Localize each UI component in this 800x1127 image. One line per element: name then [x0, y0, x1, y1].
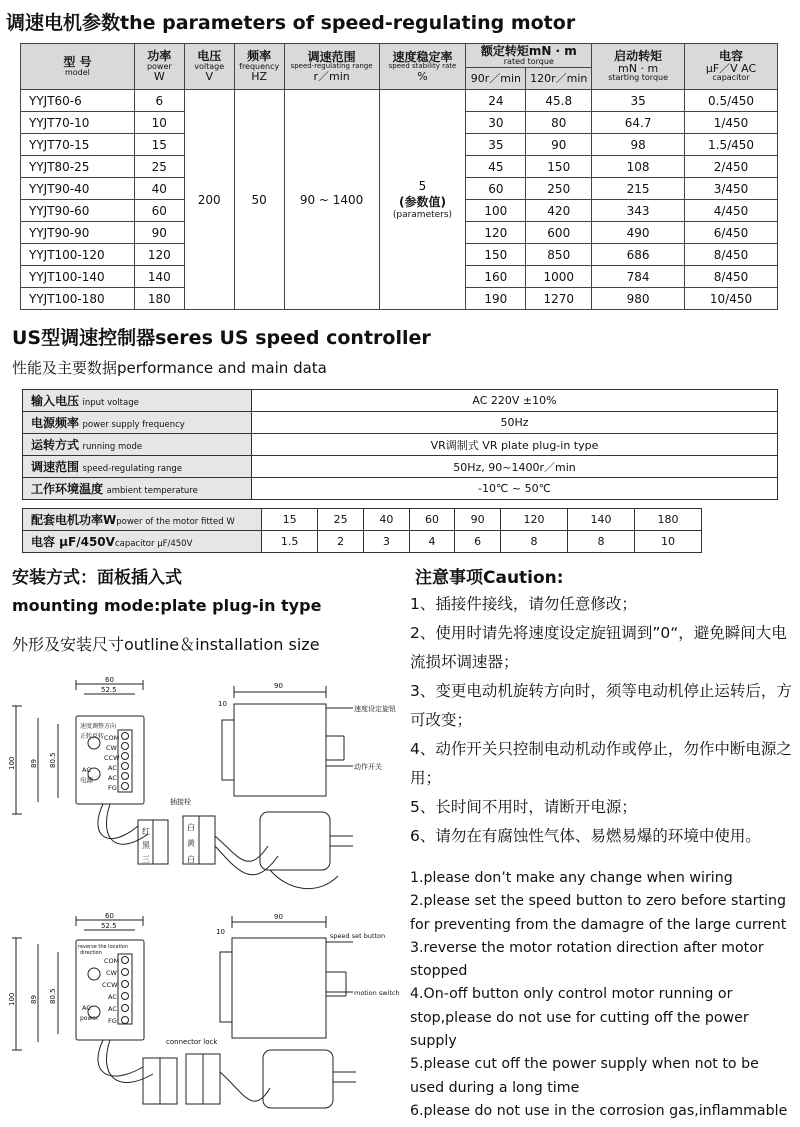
cell-power: 40: [134, 178, 184, 200]
cell-torque-120: 80: [526, 112, 592, 134]
spec-value: AC 220V ±10%: [252, 390, 778, 412]
header-stability: 速度稳定率 speed stability rate %: [379, 44, 466, 90]
cell-power: 6: [134, 90, 184, 112]
spec-row: [23, 434, 778, 456]
cell-power: 15: [134, 134, 184, 156]
installation-drawing-bottom: [8, 912, 406, 1124]
port-fg-b: FG: [108, 1017, 117, 1025]
cell-power: 25: [134, 156, 184, 178]
left-ac-b: AC: [82, 1004, 91, 1012]
caution-item-en: 6.please do not use in the corrosion gas,inflammable: [410, 1102, 788, 1119]
caution-item: 4、动作开关只控制电动机动作或停止，勿作中断电源之用；: [410, 740, 792, 787]
dim-60-b: 60: [105, 912, 114, 920]
port-ac2: AC: [108, 774, 117, 782]
svg-text:黄: 黄: [187, 839, 195, 848]
header-frequency: 频率 frequency HZ: [234, 44, 284, 90]
label-switch: 动作开关: [354, 763, 382, 771]
fit-power-row: 配套电机功率Wpower of the motor fitted W 15 25 40 60 90 120 140 180: [23, 509, 702, 531]
caution-item-en: 4.On-off button only control motor running or stop,please do not use for cutting off the power supply: [410, 986, 749, 1050]
installation-drawing-top: [8, 676, 406, 906]
cell-start-torque: 35: [592, 90, 685, 112]
header-model: 型 号 model: [21, 44, 135, 90]
svg-text:白: 白: [187, 855, 195, 864]
cell-torque-120: 1000: [526, 266, 592, 288]
spec-value: -10℃ ~ 50℃: [252, 478, 778, 500]
header-torque-90: 90r／min: [466, 68, 526, 90]
cell-start-torque: 343: [592, 200, 685, 222]
cell-voltage: 200: [184, 90, 234, 310]
cell-capacitor: 8/450: [685, 244, 778, 266]
spec-label: 调速范围 speed-regulating range: [23, 456, 252, 478]
caution-item-en: 5.please cut off the power supply when not to be used during a long time: [410, 1056, 759, 1096]
port-ccw-b: CCW: [102, 981, 118, 989]
panel-text-2-b: direction: [80, 950, 102, 956]
spec-value: 50Hz, 90~1400r／min: [252, 456, 778, 478]
controller-specs-table: [22, 389, 778, 500]
left-power: 电源: [80, 776, 93, 784]
cell-model: YYJT70-15: [21, 134, 135, 156]
header-voltage: 电压 voltage V: [184, 44, 234, 90]
cell-stability: 5 (参数值) (parameters): [379, 90, 466, 310]
caution-item: 5、长时间不用时，请断开电源；: [410, 798, 637, 816]
port-fg: FG: [108, 784, 117, 792]
cell-power: 140: [134, 266, 184, 288]
cell-torque-120: 250: [526, 178, 592, 200]
cell-torque-90: 160: [466, 266, 526, 288]
cell-capacitor: 4/450: [685, 200, 778, 222]
dim-10-b: 10: [216, 928, 225, 936]
outline-label: 外形及安装尺寸outline＆installation size: [12, 635, 320, 654]
label-knob-b: speed set button: [330, 932, 386, 940]
port-ac1-b: AC: [108, 993, 117, 1001]
header-torque-120: 120r／min: [526, 68, 592, 90]
cell-capacitor: 6/450: [685, 222, 778, 244]
dim-89: 89: [30, 759, 38, 768]
motor-params-title: 调速电机参数the parameters of speed-regulating motor: [6, 12, 576, 34]
caution-list-en: [410, 867, 792, 1123]
cell-model: YYJT100-120: [21, 244, 135, 266]
label-plug-b: connector lock: [166, 1038, 218, 1046]
spec-row: [23, 478, 778, 500]
cell-torque-120: 90: [526, 134, 592, 156]
cell-model: YYJT80-25: [21, 156, 135, 178]
cell-power: 90: [134, 222, 184, 244]
cell-torque-120: 420: [526, 200, 592, 222]
caution-item: 2、使用时请先将速度设定旋钮调到”0“，避免瞬间大电流损坏调速器；: [410, 624, 787, 671]
header-rated-torque: 额定转矩mN · m rated torque: [466, 44, 592, 68]
cell-torque-120: 45.8: [526, 90, 592, 112]
dim-10: 10: [218, 700, 227, 708]
controller-title: US型调速控制器seres US speed controller: [12, 327, 431, 349]
cell-model: YYJT70-10: [21, 112, 135, 134]
spec-value: VR调制式 VR plate plug-in type: [252, 434, 778, 456]
cell-start-torque: 980: [592, 288, 685, 310]
port-ac1: AC: [108, 764, 117, 772]
port-ac2-b: AC: [108, 1005, 117, 1013]
cell-capacitor: 1/450: [685, 112, 778, 134]
cell-capacitor: 3/450: [685, 178, 778, 200]
spec-label: 运转方式 running mode: [23, 434, 252, 456]
controller-fit-table: [22, 508, 702, 553]
port-com: COM: [104, 734, 120, 742]
cell-torque-90: 35: [466, 134, 526, 156]
cell-model: YYJT90-60: [21, 200, 135, 222]
cell-capacitor: 10/450: [685, 288, 778, 310]
dim-90-b: 90: [274, 913, 283, 921]
cell-torque-90: 60: [466, 178, 526, 200]
cell-capacitor: 2/450: [685, 156, 778, 178]
svg-text:红: 红: [142, 827, 150, 836]
dim-805: 80.5: [49, 752, 57, 768]
cell-power: 60: [134, 200, 184, 222]
motor-params-table: [20, 43, 778, 310]
spec-row: [23, 412, 778, 434]
header-range: 调速范围 speed-regulating range r／min: [284, 44, 379, 90]
cell-model: YYJT90-90: [21, 222, 135, 244]
port-ccw: CCW: [104, 754, 120, 762]
controller-subtitle: 性能及主要数据performance and main data: [12, 359, 327, 377]
dim-805-b: 80.5: [49, 988, 57, 1004]
cell-range: 90 ~ 1400: [284, 90, 379, 310]
cell-power: 180: [134, 288, 184, 310]
dim-52: 52.5: [101, 686, 117, 694]
spec-label: 工作环境温度 ambient temperature: [23, 478, 252, 500]
caution-item: 6、请勿在有腐蚀性气体、易燃易爆的环境中使用。: [410, 827, 761, 845]
header-power: 功率 power W: [134, 44, 184, 90]
cell-power: 120: [134, 244, 184, 266]
cell-start-torque: 490: [592, 222, 685, 244]
cell-model: YYJT60-6: [21, 90, 135, 112]
cell-model: YYJT100-140: [21, 266, 135, 288]
mounting-title-en: mounting mode:plate plug-in type: [12, 596, 322, 615]
cell-start-torque: 108: [592, 156, 685, 178]
cell-torque-90: 190: [466, 288, 526, 310]
cell-torque-90: 120: [466, 222, 526, 244]
capacitor-row: 电容 μF/450Vcapacitor μF/450V 1.5 2 3 4 6 8 8 10: [23, 531, 702, 553]
dim-52-b: 52.5: [101, 922, 117, 930]
spec-label: 输入电压 input voltage: [23, 390, 252, 412]
caution-item: 1、插接件接线，请勿任意修改；: [410, 595, 637, 613]
cell-start-torque: 686: [592, 244, 685, 266]
cell-torque-90: 150: [466, 244, 526, 266]
port-cw-b: CW: [106, 969, 117, 977]
spec-value: 50Hz: [252, 412, 778, 434]
cell-torque-90: 24: [466, 90, 526, 112]
dim-89-b: 89: [30, 995, 38, 1004]
dim-100: 100: [8, 756, 16, 770]
cell-torque-120: 850: [526, 244, 592, 266]
caution-item-en: 1.please don’t make any change when wiring: [410, 870, 733, 886]
label-knob: 速度设定旋钮: [354, 705, 396, 713]
cell-start-torque: 98: [592, 134, 685, 156]
left-ac: AC: [82, 766, 91, 774]
caution-item-en: 2.please set the speed button to zero before starting for preventing from the damagre of the large current: [410, 893, 787, 933]
cell-frequency: 50: [234, 90, 284, 310]
dim-60: 60: [105, 676, 114, 684]
left-power-b: power: [80, 1015, 99, 1022]
header-capacitor: 电容 μF／V AC capacitor: [685, 44, 778, 90]
dim-100-b: 100: [8, 992, 16, 1006]
caution-title: 注意事项Caution:: [415, 568, 564, 588]
table-row: [21, 90, 778, 112]
cell-torque-120: 150: [526, 156, 592, 178]
cell-start-torque: 784: [592, 266, 685, 288]
label-plug: 插接栓: [170, 798, 191, 806]
panel-text-1-b: reverse the location: [78, 944, 129, 950]
header-starting-torque: 启动转矩 mN · m starting torque: [592, 44, 685, 90]
cell-start-torque: 64.7: [592, 112, 685, 134]
cell-model: YYJT90-40: [21, 178, 135, 200]
cell-torque-90: 45: [466, 156, 526, 178]
port-cw: CW: [106, 744, 117, 752]
cell-power: 10: [134, 112, 184, 134]
cell-torque-90: 30: [466, 112, 526, 134]
label-switch-b: motion switch: [354, 989, 400, 997]
cell-torque-90: 100: [466, 200, 526, 222]
svg-text:三: 三: [142, 855, 150, 864]
cell-capacitor: 1.5/450: [685, 134, 778, 156]
panel-text-1: 速度调整方向: [80, 723, 117, 730]
mounting-title-cn: 安装方式：面板插入式: [12, 568, 182, 588]
svg-text:白: 白: [187, 823, 195, 832]
cell-model: YYJT100-180: [21, 288, 135, 310]
caution-list-cn: [410, 590, 792, 851]
spec-row: [23, 390, 778, 412]
caution-item-en: 3.reverse the motor rotation direction after motor stopped: [410, 939, 764, 980]
caution-item: 3、变更电动机旋转方向时，须等电动机停止运转后，方可改变；: [410, 682, 792, 729]
port-com-b: COM: [104, 957, 120, 965]
spec-label: 电源频率 power supply frequency: [23, 412, 252, 434]
panel-text-2: 正转反转: [80, 733, 105, 740]
cell-start-torque: 215: [592, 178, 685, 200]
spec-row: [23, 456, 778, 478]
dim-90: 90: [274, 682, 283, 690]
cell-capacitor: 8/450: [685, 266, 778, 288]
svg-text:黑: 黑: [142, 841, 150, 850]
cell-torque-120: 600: [526, 222, 592, 244]
cell-torque-120: 1270: [526, 288, 592, 310]
cell-capacitor: 0.5/450: [685, 90, 778, 112]
